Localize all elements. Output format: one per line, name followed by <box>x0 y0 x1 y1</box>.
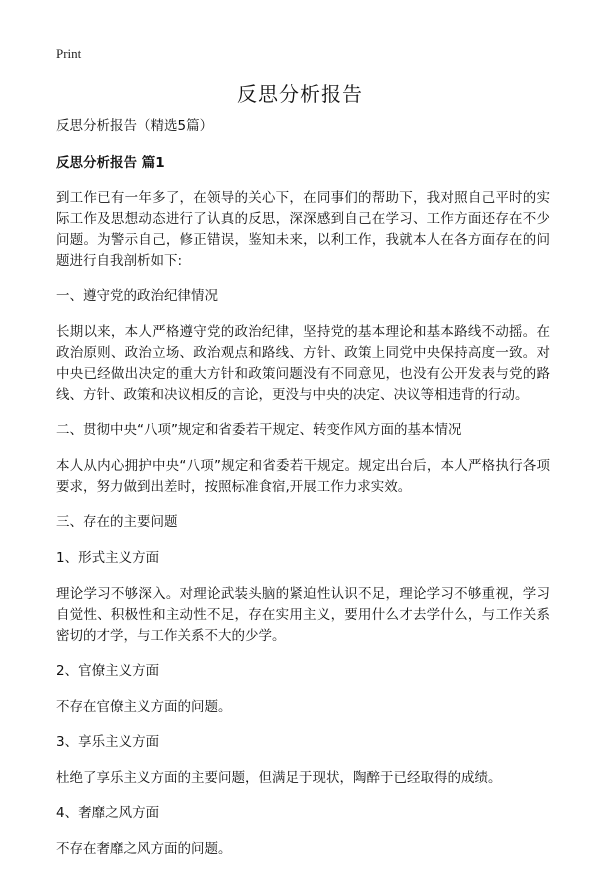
document-subtitle: 反思分析报告（精选5篇） <box>56 118 214 134</box>
heading-eight-rules: 二、贯彻中央“八项”规定和省委若干规定、转变作风方面的基本情况 <box>56 422 462 438</box>
paragraph-bureaucratism: 不存在官僚主义方面的问题。 <box>56 699 232 715</box>
paragraph-extravagance: 不存在奢靡之风方面的问题。 <box>56 841 232 857</box>
heading-main-problems: 三、存在的主要问题 <box>56 514 178 530</box>
paragraph-eight-rules: 本人从内心拥护中央“八项”规定和省委若干规定。规定出台后，本人严格执行各项要求，努力做到出差时，按照标准食宿,开展工作力求实效。 <box>56 458 550 495</box>
heading-political-discipline: 一、遵守党的政治纪律情况 <box>56 288 218 304</box>
heading-bureaucratism: 2、官僚主义方面 <box>56 663 160 679</box>
page-title: 反思分析报告 <box>237 82 363 106</box>
heading-extravagance: 4、奢靡之风方面 <box>56 805 160 821</box>
section-title: 反思分析报告 篇1 <box>56 155 165 171</box>
document-body <box>56 116 550 874</box>
print-link[interactable]: Print <box>56 46 82 61</box>
paragraph-formalism: 理论学习不够深入。对理论武装头脑的紧迫性认识不足，理论学习不够重视，学习自觉性、积极性和主动性不足，存在实用主义，要用什么才去学什么，与工作关系密切的才学，与工作关系不大的少学。 <box>56 586 550 644</box>
heading-hedonism: 3、享乐主义方面 <box>56 734 160 750</box>
paragraph-intro: 到工作已有一年多了，在领导的关心下，在同事们的帮助下，我对照自己平时的实际工作及思想动态进行了认真的反思，深深感到自己在学习、工作方面还存在不少问题。为警示自己，修正错误，鉴知未来，以利工作，我就本人在各方面存在的问题进行自我剖析如下: <box>56 190 550 269</box>
paragraph-hedonism: 杜绝了享乐主义方面的主要问题，但满足于现状，陶醉于已经取得的成绩。 <box>56 770 502 786</box>
heading-formalism: 1、形式主义方面 <box>56 550 160 566</box>
paragraph-political-discipline: 长期以来，本人严格遵守党的政治纪律，坚持党的基本理论和基本路线不动摇。在政治原则、政治立场、政治观点和路线、方针、政策上同党中央保持高度一致。对中央已经做出决定的重大方针和政策问题没有不同意见，也没有公开发表与党的路线、方针、政策和决议相反的言论，更没与中央的决定、决议等相违背的行动。 <box>56 324 550 403</box>
